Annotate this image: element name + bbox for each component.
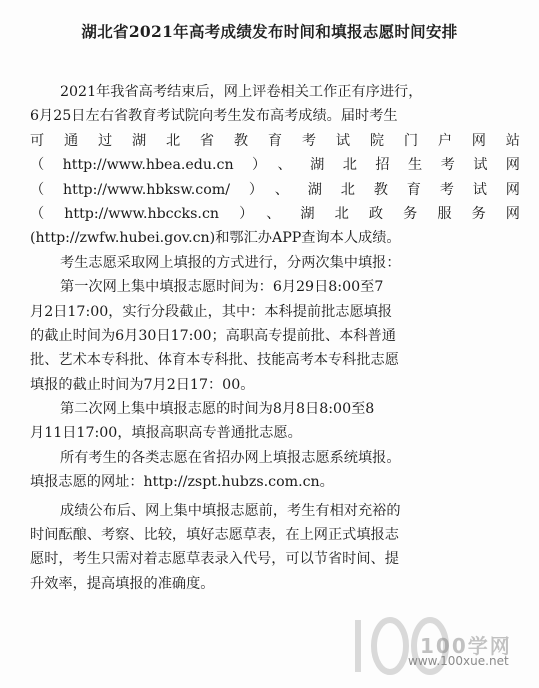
- text-line: 6月25日左右省教育考试院向考生发布高考成绩。届时考生: [30, 108, 398, 125]
- text-line: 可通过湖北省教育考试院门户网站: [30, 132, 520, 149]
- text-line: 的截止时间为6月30日17:00；高职高专提前批、本科普通: [30, 327, 396, 344]
- text-line: 月11日17:00，填报高职高专普通批志愿。: [30, 425, 302, 442]
- text-line: 填报志愿的网址：http://zspt.hubzs.com.cn。: [30, 474, 334, 491]
- text-line: 2021年我省高考结束后，网上评卷相关工作正有序进行，: [60, 84, 423, 100]
- watermark-brand: 100学网: [420, 634, 512, 658]
- paragraph-advice: [30, 499, 520, 597]
- paragraph-application-system: [30, 446, 520, 495]
- paragraph-first-round: [30, 275, 520, 397]
- page-title: 湖北省2021年高考成绩发布时间和填报志愿时间安排: [81, 22, 458, 41]
- document-body: [30, 80, 520, 596]
- text-line: 批、艺术本专科批、体育本专科批、技能高考本专科批志愿: [30, 352, 399, 369]
- text-line: 填报的截止时间为7月2日17：00。: [30, 376, 255, 393]
- text-line: （http://www.hbksw.com/）、湖北教育考试网: [30, 181, 520, 198]
- text-line: 愿时，考生只需对着志愿草表录入代号，可以节省时间、提: [30, 551, 399, 568]
- text-line: 第二次网上集中填报志愿的时间为8月8日8:00至8: [60, 401, 375, 418]
- text-line: （http://www.hbea.edu.cn）、湖北招生考试网: [30, 157, 520, 174]
- paragraph-second-round: [30, 397, 520, 446]
- text-line: 第一次网上集中填报志愿时间为：6月29日8:00至7: [60, 279, 384, 296]
- paragraph-application-method: [30, 251, 520, 275]
- text-line: 成绩公布后、网上集中填报志愿前，考生有相对充裕的: [60, 502, 401, 519]
- text-line: 所有考生的各类志愿在省招办网上填报志愿系统填报。: [60, 449, 401, 466]
- text-line: （http://www.hbccks.cn）、湖北政务服务网: [30, 205, 520, 222]
- text-line: 时间酝酿、考察、比较，填好志愿草表，在上网正式填报志: [30, 527, 399, 544]
- text-line: 升效率，提高填报的准确度。: [30, 575, 215, 592]
- text-line: (http://zwfw.hubei.gov.cn)和鄂汇办APP查询本人成绩。: [30, 230, 401, 247]
- text-line: 考生志愿采取网上填报的方式进行，分两次集中填报：: [60, 254, 401, 271]
- paragraph-results-release: [30, 80, 520, 251]
- watermark-url: www.100xue.net: [408, 654, 509, 668]
- text-line: 月2日17:00，实行分段截止，其中：本科提前批志愿填报: [30, 303, 393, 320]
